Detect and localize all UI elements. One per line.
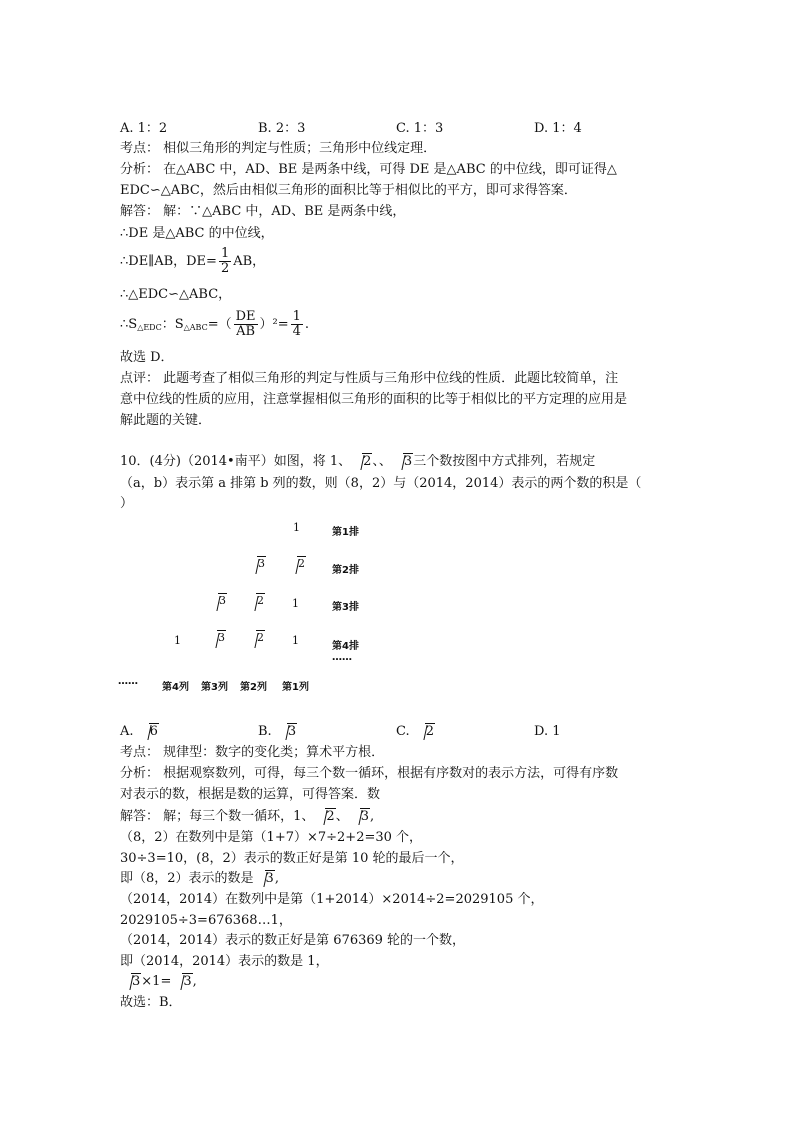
q10-step7: 即（2014，2014）表示的数是 1， [120, 954, 329, 969]
sqrt-icon [247, 594, 265, 607]
option-b [258, 723, 297, 741]
row-label-1: 第1排 [332, 527, 359, 538]
q10-answer: 故选：B． [120, 995, 182, 1010]
radicand: 2 [425, 724, 435, 739]
radicand: 3 [403, 454, 413, 469]
q9-dianping-line3: 解此题的关键． [120, 413, 212, 428]
radicand: 3 [287, 724, 297, 739]
q9-jieda: 解答： 解：∵△ABC 中，AD、BE 是两条中线， [120, 204, 406, 219]
sqrt-icon [288, 557, 306, 570]
sqrt-icon [247, 631, 265, 644]
radicand: 2 [257, 631, 264, 644]
q10-stem-post: 三个数按图中方式排列，若规定 [413, 454, 596, 469]
q10-step5: 2029105÷3=676368…1， [120, 913, 292, 928]
q9-dianping-line2: 意中位线的性质的应用，注意掌握相似三角形的面积的比等于相似比的平方定理的应用是 [120, 392, 628, 407]
q10-step8 [120, 973, 197, 991]
sqrt-icon [316, 808, 335, 826]
q9-step4-pow: ）²= [259, 317, 289, 332]
radicand: 2 [363, 454, 372, 469]
q9-step4-eq: =（ [207, 317, 232, 332]
radicand: 3 [360, 809, 369, 824]
q9-step4-end: . [304, 317, 310, 332]
row-dots: …… [332, 652, 352, 663]
q9-answer: 故选 D． [120, 350, 174, 365]
q9-step2-post: AB， [233, 254, 266, 269]
radicand: 2 [326, 809, 335, 824]
q9-step4-pre: ∴S [120, 317, 138, 332]
q9-step1: ∴DE 是△ABC 的中位线， [120, 226, 274, 241]
option-a: A. 1：2 [120, 121, 168, 136]
sqrt-icon [278, 723, 297, 741]
frac-num: 1 [292, 309, 301, 324]
q10-step1: （8，2）在数列中是第（1+7）×7÷2+2=30 个， [120, 830, 423, 845]
col-label-2: 第2列 [240, 682, 267, 693]
frac-num: DE [235, 309, 256, 324]
q9-step2 [120, 247, 265, 276]
sqrt-icon [394, 453, 413, 471]
q10-step4: （2014，2014）在数列中是第（1+2014）×2014÷2=2029105 个， [120, 892, 544, 907]
radicand: 3 [265, 871, 274, 886]
fraction-one-half [219, 247, 231, 276]
q9-step3: ∴△EDC∽△ABC， [120, 287, 232, 302]
option-d: D. 1：4 [534, 121, 582, 136]
q10-stem-line2: （a，b）表示第 a 排第 b 列的数，则（8，2）与（2014，2014）表示的两个数的积是（ [120, 476, 642, 491]
subscript-abc: △ABC [183, 323, 208, 332]
sqrt-icon [122, 973, 141, 991]
option-letter: A. [120, 724, 134, 739]
row-label-2: 第2排 [332, 565, 359, 576]
q10-step8-mid: ×1= [141, 974, 172, 989]
q10-jieda-post: , [369, 809, 375, 824]
cell-r3-c3 [207, 594, 227, 607]
option-letter: B. [258, 724, 272, 739]
q9-step4 [120, 310, 309, 339]
q10-stem-mid: 、、 [372, 454, 392, 469]
subscript-edc: △EDC [137, 323, 162, 332]
col-label-1: 第1列 [282, 682, 309, 693]
cell-r4-c2 [245, 631, 265, 644]
sqrt-icon [256, 870, 275, 888]
option-value: 1 [552, 724, 561, 739]
q9-fenxi-line1: 分析： 在△ABC 中，AD、BE 是两条中线，可得 DE 是△ABC 的中位线，即可证得△ [120, 162, 617, 177]
sqrt-icon [173, 973, 192, 991]
q9-step2-pre: ∴DE∥AB，DE= [120, 254, 217, 269]
col-label-4: 第4列 [162, 682, 189, 693]
frac-num: 1 [220, 246, 230, 261]
radicand: 3 [219, 594, 226, 607]
q10-kaodian: 考点： 规律型：数字的变化类；算术平方根． [120, 745, 385, 760]
option-c [396, 723, 435, 741]
cell-r4-c3 [206, 631, 226, 644]
radicand: 2 [298, 557, 305, 570]
frac-den: AB [236, 324, 256, 339]
radicand: 3 [132, 974, 141, 989]
cell-r2-c1 [286, 557, 306, 570]
option-b: B. 2：3 [258, 121, 306, 136]
q10-stem-line1 [120, 453, 595, 471]
q9-fenxi-line2: EDC∽△ABC，然后由相似三角形的面积比等于相似比的平方，即可求得答案． [120, 183, 577, 198]
q10-fenxi-line1: 分析： 根据观察数列，可得，每三个数一循环，根据有序数对的表示方法，可得有序数 [120, 766, 619, 781]
q10-fenxi-line2: 对表示的数，根据是数的运算，可得答案．数 [120, 787, 381, 802]
cell-r2-c2 [246, 557, 266, 570]
q10-jieda [120, 808, 374, 826]
radicand: 2 [257, 594, 264, 607]
radicand: 6 [149, 724, 158, 739]
row-label-4: 第4排 [332, 641, 359, 652]
sqrt-icon [209, 594, 227, 607]
fraction-one-quarter [291, 310, 303, 339]
q10-step3-post: , [274, 871, 279, 886]
col-label-3: 第3列 [201, 682, 228, 693]
sqrt-icon [140, 723, 159, 741]
cell-r3-c2 [245, 594, 265, 607]
sqrt-icon [248, 557, 266, 570]
q10-step3-pre: 即（8，2）表示的数是 [120, 871, 254, 886]
cell-r1-c1: 1 [293, 521, 300, 534]
q9-step4-mid: ：S [161, 317, 184, 332]
row-label-3: 第3排 [332, 602, 359, 613]
fraction-de-ab [234, 310, 258, 339]
cell-r4-c4: 1 [174, 634, 181, 647]
option-c: C. 1：3 [396, 121, 444, 136]
q10-stem-line3: ） [120, 496, 134, 511]
q10-stem-pre: 10．(4分)（2014•南平）如图，将 1、 [120, 454, 352, 469]
q10-jieda-pre: 解答： 解；每三个数一循环，1、 [120, 809, 315, 824]
sqrt-icon [353, 453, 372, 471]
q9-kaodian: 考点： 相似三角形的判定与性质；三角形中位线定理． [120, 141, 437, 156]
q10-step3 [120, 870, 279, 888]
q10-step2: 30÷3=10，(8，2）表示的数正好是第 10 轮的最后一个， [120, 851, 464, 866]
radicand: 3 [218, 631, 225, 644]
q10-step6: （2014，2014）表示的数正好是第 676369 轮的一个数， [120, 933, 466, 948]
radicand: 3 [183, 974, 192, 989]
cell-r3-c1: 1 [292, 597, 299, 610]
sqrt-icon [416, 723, 435, 741]
q10-jieda-mid: 、 [335, 809, 349, 824]
q9-dianping-line1: 点评： 此题考查了相似三角形的判定与性质与三角形中位线的性质．此题比较简单，注 [120, 371, 619, 386]
frac-den: 4 [292, 324, 301, 339]
col-dots: …… [118, 676, 138, 687]
option-letter: D. [534, 724, 549, 739]
radicand: 3 [258, 557, 265, 570]
frac-den: 2 [220, 261, 230, 276]
option-a [120, 723, 159, 741]
q10-step8-post: , [192, 974, 197, 989]
sqrt-icon [351, 808, 370, 826]
option-letter: C. [396, 724, 410, 739]
option-d [534, 723, 561, 741]
sqrt-icon [208, 631, 226, 644]
cell-r4-c1: 1 [292, 634, 299, 647]
